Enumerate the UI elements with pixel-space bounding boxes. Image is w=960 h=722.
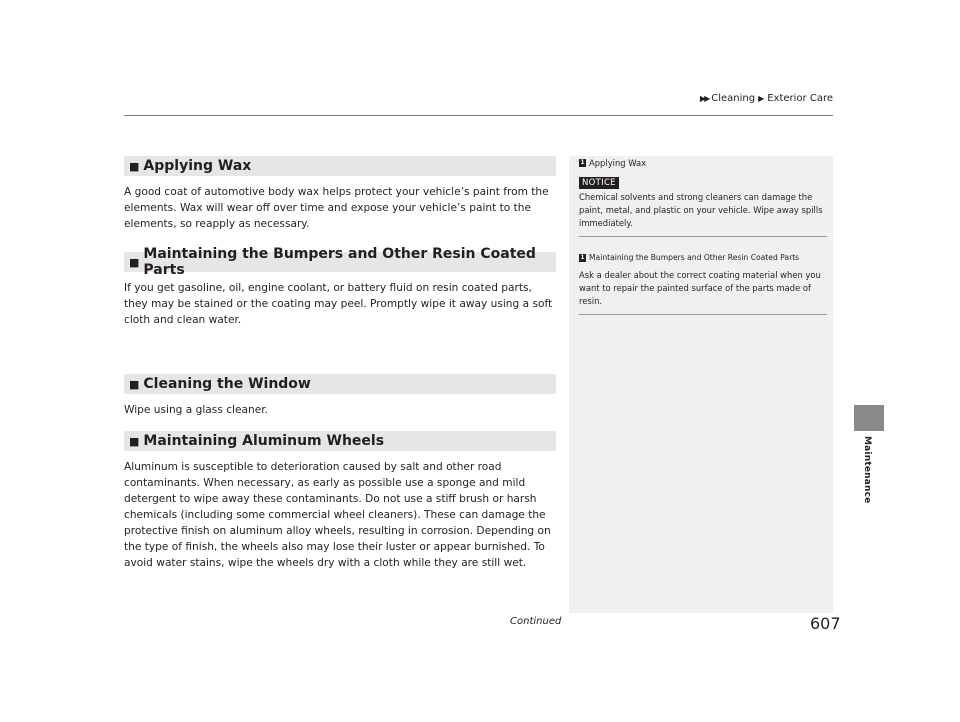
section-body-aluminum-wheels: Aluminum is susceptible to deterioration caused by salt and other road contaminants. When necessary, as early as possible use a sponge and mild detergent to wipe away these contaminants. Do not use a stiff brush or harsh chemicals (including some commercial wheel cleaners). These can damage the protective finish on aluminum alloy wheels, resulting in corrosion. Depending on the type of finish, the wheels also may lose their luster or appear burnished. To avoid water stains, wipe the wheels dry with a cloth while they are still wet. xyxy=(124,461,551,569)
section-title: Maintaining Aluminum Wheels xyxy=(143,433,385,449)
section-title: Applying Wax xyxy=(143,158,252,174)
section-title: Cleaning the Window xyxy=(143,376,311,392)
reference-number-icon: 1 xyxy=(580,159,585,166)
reference-number-icon: 1 xyxy=(580,253,585,261)
section-heading-bumpers xyxy=(124,246,556,278)
note-bumpers xyxy=(569,243,833,321)
side-notes-panel xyxy=(569,156,833,613)
chapter-tab xyxy=(854,405,884,431)
breadcrumb xyxy=(700,93,833,104)
header-rule xyxy=(124,115,833,116)
continued-label: Continued xyxy=(510,616,562,627)
breadcrumb-separator-icon: ▶ xyxy=(758,94,765,103)
section-marker-icon: ■ xyxy=(129,255,140,269)
note-applying-wax xyxy=(569,156,833,243)
note-text: Ask a dealer about the correct coating material when you want to repair the painted surface of the parts made of resin. xyxy=(579,270,821,306)
section-marker-icon: ■ xyxy=(129,377,140,391)
section-marker-icon: ■ xyxy=(129,159,140,173)
section-heading-applying-wax xyxy=(124,156,556,176)
breadcrumb-arrow-icon: ▶▶ xyxy=(699,94,709,103)
chapter-label: Maintenance xyxy=(862,436,872,504)
notice-badge: NOTICE xyxy=(579,177,619,189)
section-heading-window xyxy=(124,374,556,394)
note-text: Chemical solvents and strong cleaners can damage the paint, metal, and plastic on your vehicle. Wipe away spills immediately. xyxy=(579,192,823,228)
note-divider xyxy=(579,236,827,237)
note-title-text: Maintaining the Bumpers and Other Resin Coated Parts xyxy=(589,253,800,262)
section-title: Maintaining the Bumpers and Other Resin Coated Parts xyxy=(143,246,536,278)
section-marker-icon: ■ xyxy=(129,434,140,448)
section-body-window: Wipe using a glass cleaner. xyxy=(124,404,268,416)
note-title xyxy=(579,158,827,168)
section-heading-aluminum-wheels xyxy=(124,431,556,451)
main-content xyxy=(124,156,556,571)
breadcrumb-current: Exterior Care xyxy=(767,93,833,104)
note-divider xyxy=(579,314,827,315)
section-body-bumpers: If you get gasoline, oil, engine coolant, or battery fluid on resin coated parts, they may be stained or the coating may peel. Promptly wipe it away using a soft cloth and clean water. xyxy=(124,282,553,326)
section-body-applying-wax: A good coat of automotive body wax helps protect your vehicle’s paint from the elements. Wax will wear off over time and expose your vehicle’s paint to the elements, so reapply as necessary. xyxy=(124,186,549,230)
note-title xyxy=(579,253,827,262)
note-title-text: Applying Wax xyxy=(589,158,647,168)
page-number: 607 xyxy=(810,614,841,633)
breadcrumb-parent[interactable]: Cleaning xyxy=(711,93,756,104)
